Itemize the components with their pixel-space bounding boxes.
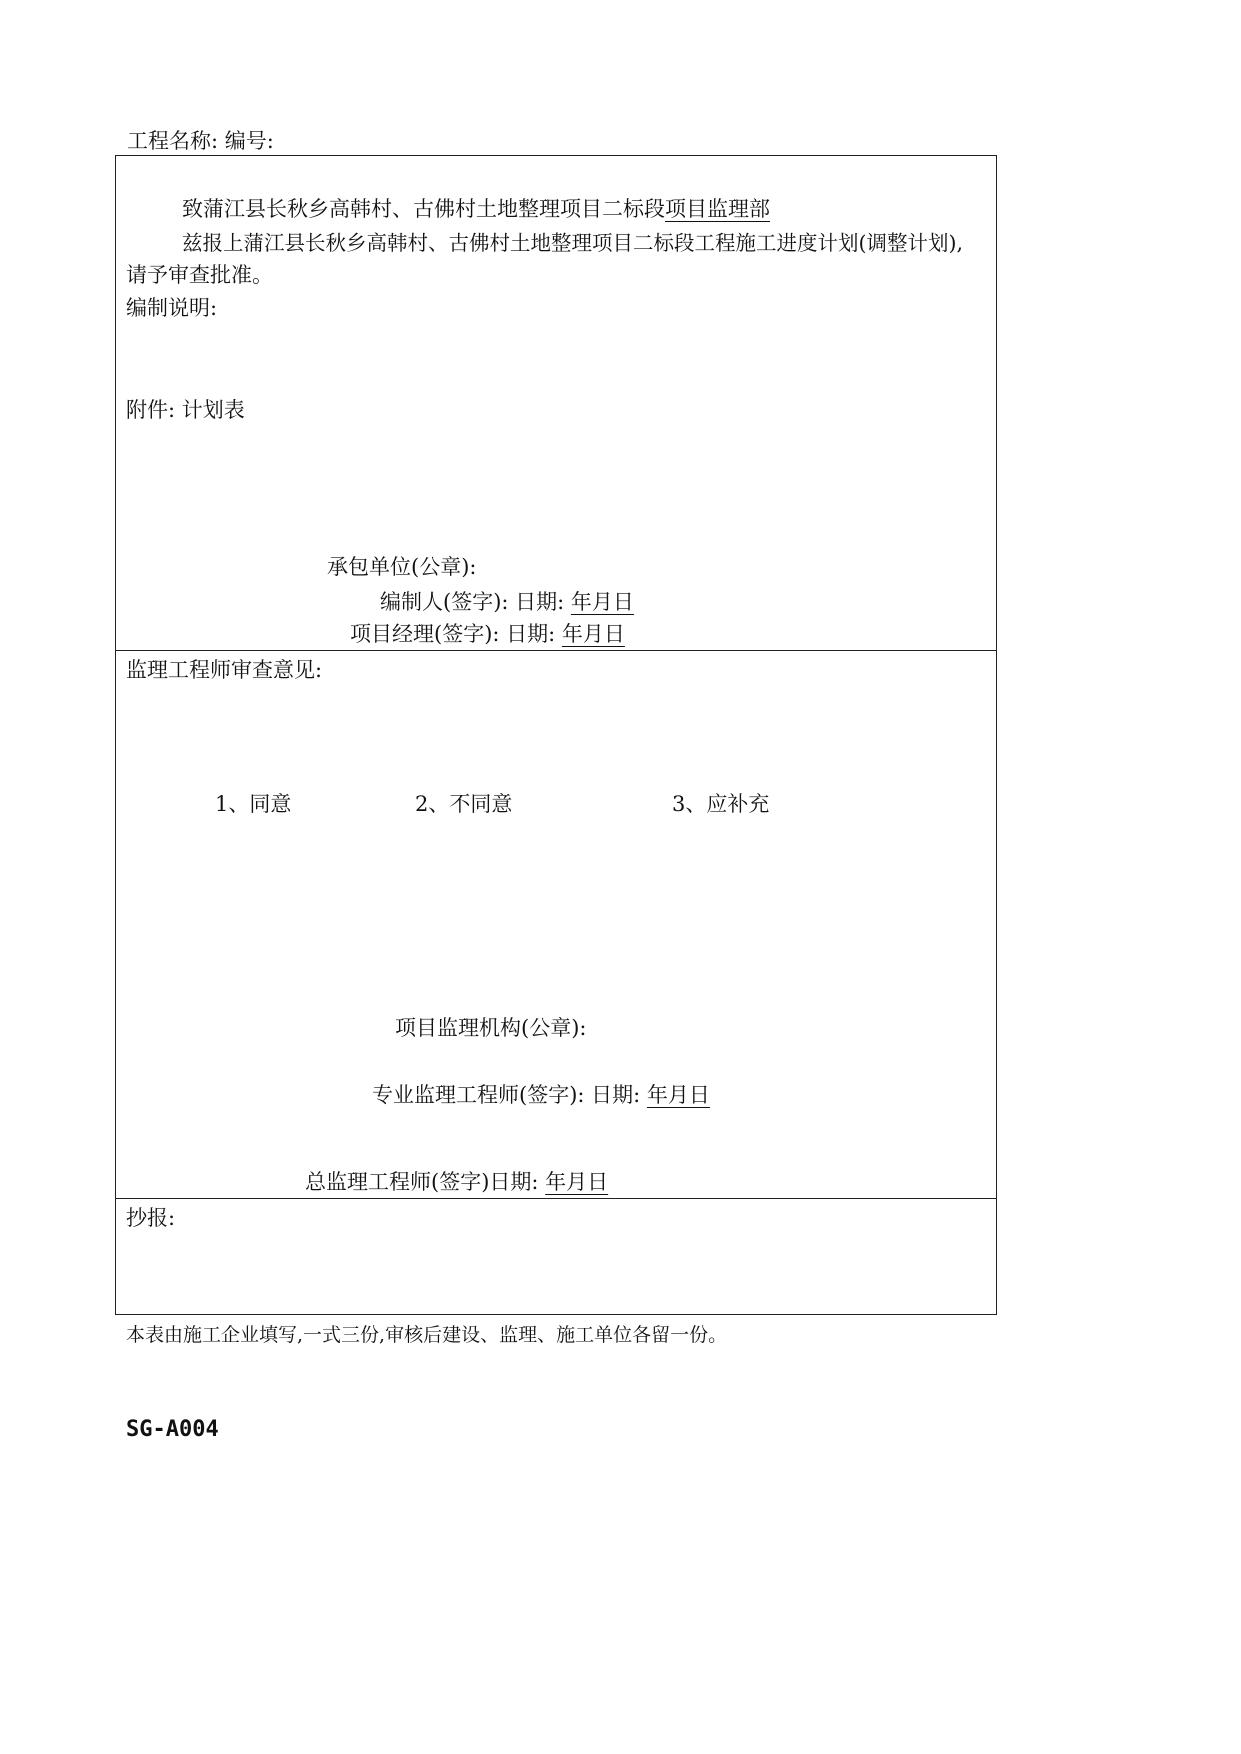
option-supplement: 3、应补充 xyxy=(672,792,770,816)
section-divider-2 xyxy=(115,1198,997,1199)
form-code: SG-A004 xyxy=(126,1417,219,1442)
footer-note: 本表由施工企业填写,一式三份,审核后建设、监理、施工单位各留一份。 xyxy=(126,1324,728,1346)
cc-label: 抄报: xyxy=(126,1206,176,1230)
preparer-signature-line xyxy=(380,592,634,613)
option-disagree: 2、不同意 xyxy=(415,792,513,816)
addressee-prefix: 致蒲江县长秋乡高韩村、古佛村土地整理项目二标段 xyxy=(182,197,665,221)
chief-date-value: 年月日 xyxy=(545,1170,609,1194)
engineer-signature-line xyxy=(372,1085,710,1106)
attachment-label: 附件: 计划表 xyxy=(126,398,245,422)
project-name-label: 工程名称: xyxy=(127,129,219,153)
preparer-label: 编制人(签字): xyxy=(380,590,509,614)
engineer-label: 专业监理工程师(签字): xyxy=(372,1083,585,1107)
pm-signature-line xyxy=(350,624,625,645)
addressee-department: 项目监理部 xyxy=(665,197,770,221)
submission-body-line2: 请予审查批准。 xyxy=(126,263,273,287)
engineer-date-value: 年月日 xyxy=(646,1083,710,1107)
contractor-seal-label: 承包单位(公章): xyxy=(327,555,477,579)
chief-label: 总监理工程师(签字)日期: xyxy=(305,1170,539,1194)
header-line xyxy=(127,131,274,152)
review-opinion-title: 监理工程师审查意见: xyxy=(126,658,323,682)
chief-signature-line xyxy=(305,1172,608,1193)
number-label: 编号: xyxy=(224,129,274,153)
form-table xyxy=(115,155,997,1315)
submission-body-line1: 兹报上蒲江县长秋乡高韩村、古佛村土地整理项目二标段工程施工进度计划(调整计划), xyxy=(182,231,964,255)
pm-date-label: 日期: xyxy=(506,622,556,646)
option-agree: 1、同意 xyxy=(215,792,292,816)
pm-date-value: 年月日 xyxy=(561,622,625,646)
pm-label: 项目经理(签字): xyxy=(350,622,500,646)
preparer-date-value: 年月日 xyxy=(570,590,634,614)
engineer-date-label: 日期: xyxy=(591,1083,641,1107)
supervision-org-seal-label: 项目监理机构(公章): xyxy=(395,1016,587,1040)
addressee-line xyxy=(182,199,770,220)
section-divider-1 xyxy=(115,650,997,651)
notes-label: 编制说明: xyxy=(126,296,218,320)
preparer-date-label: 日期: xyxy=(515,590,565,614)
